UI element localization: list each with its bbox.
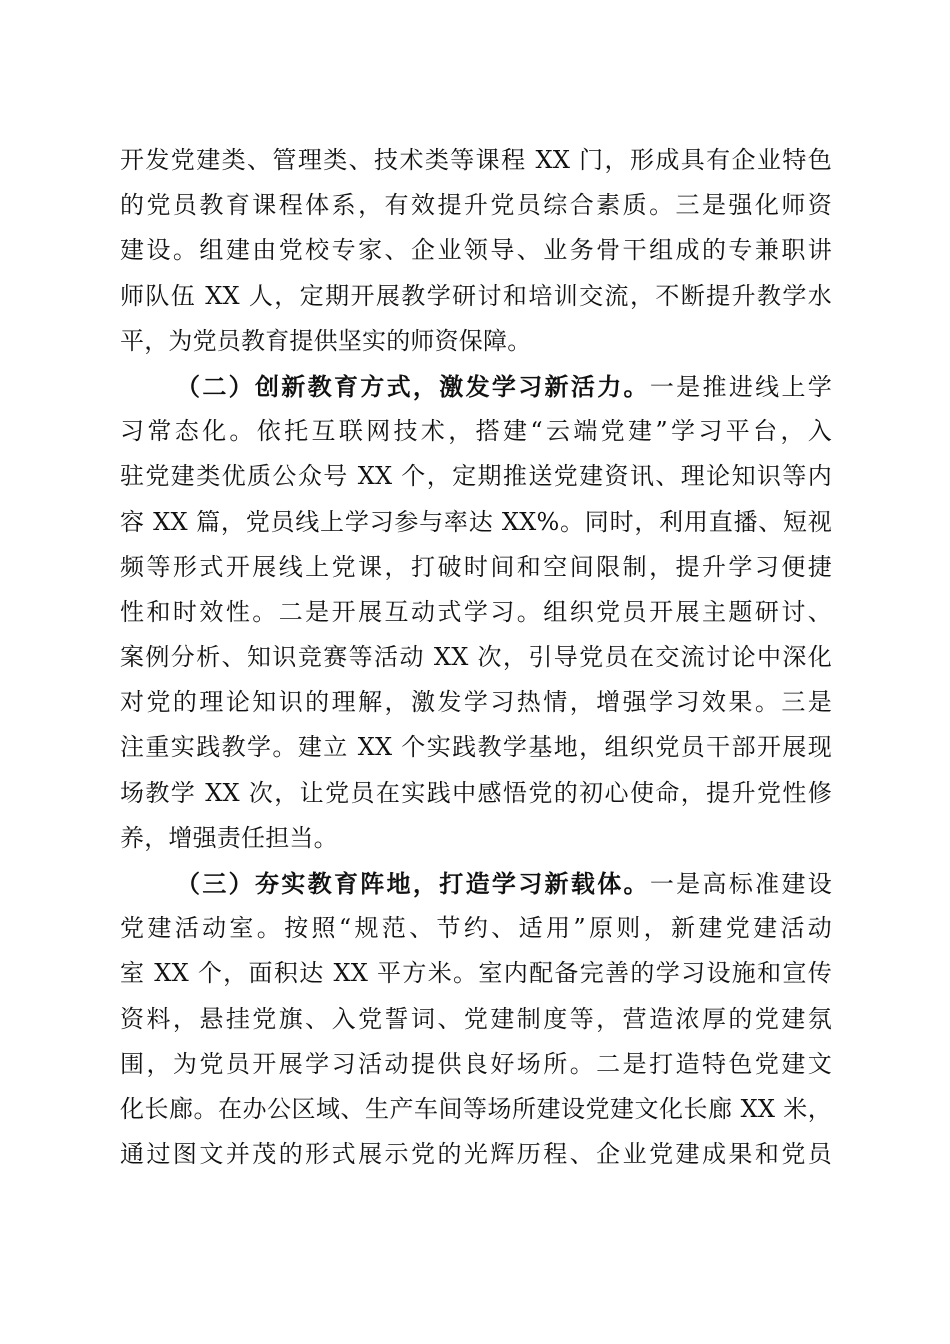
line-text: 资料，悬挂党旗、入党誓词、党建制度等，营造浓厚的党建氛: [120, 1004, 832, 1033]
line-text: 室 XX 个，面积达 XX 平方米。室内配备完善的学习设施和宣传: [120, 959, 832, 988]
line-text: 频等形式开展线上党课，打破时间和空间限制，提升学习便捷: [120, 552, 832, 581]
line-text: 师队伍 XX 人，定期开展教学研讨和培训交流，不断提升教学水: [120, 281, 832, 310]
text-line: [120, 500, 832, 545]
line-text: 习常态化。依托互联网技术，搭建“云端党建”学习平台，入: [120, 417, 832, 446]
text-line: [120, 1132, 832, 1177]
line-text: 平，为党员教育提供坚实的师资保障。: [120, 326, 532, 355]
text-line: [120, 861, 832, 906]
line-text: 养，增强责任担当。: [120, 823, 338, 852]
text-line: [120, 680, 832, 725]
text-line: [120, 409, 832, 454]
text-line: [120, 228, 832, 273]
line-text: 一是高标准建设: [649, 870, 832, 898]
line-text: 场教学 XX 次，让党员在实践中感悟党的初心使命，提升党性修: [120, 778, 832, 807]
section-heading: （三）夯实教育阵地，打造学习新载体。: [176, 869, 650, 898]
body-text: [120, 138, 832, 1177]
text-line: [120, 1042, 832, 1087]
text-line: [120, 1087, 832, 1132]
line-text: 党建活动室。按照“规范、节约、适用”原则，新建党建活动: [120, 914, 832, 943]
line-text: 驻党建类优质公众号 XX 个，定期推送党建资讯、理论知识等内: [120, 462, 832, 491]
line-text: 的党员教育课程体系，有效提升党员综合素质。三是强化师资: [120, 191, 832, 220]
text-line: [120, 319, 832, 364]
text-line: [120, 906, 832, 951]
text-line: [120, 454, 832, 499]
line-text: 容 XX 篇，党员线上学习参与率达 XX%。同时，利用直播、短视: [120, 507, 832, 536]
text-line: [120, 590, 832, 635]
text-line: [120, 183, 832, 228]
text-line: [120, 951, 832, 996]
text-line: [120, 364, 832, 409]
line-text: 开发党建类、管理类、技术类等课程 XX 门，形成具有企业特色: [120, 146, 832, 174]
line-text: 围，为党员开展学习活动提供良好场所。二是打造特色党建文: [120, 1049, 832, 1078]
line-text: 化长廊。在办公区域、生产车间等场所建设党建文化长廊 XX 米，: [120, 1094, 832, 1123]
text-line: [120, 771, 832, 816]
line-text: 对党的理论知识的理解，激发学习热情，增强学习效果。三是: [120, 688, 832, 717]
line-text: 建设。组建由党校专家、企业领导、业务骨干组成的专兼职讲: [120, 236, 832, 265]
section-heading: （二）创新教育方式，激发学习新活力。: [176, 371, 650, 401]
text-line: [120, 274, 832, 319]
line-text: 一是推进线上学: [649, 372, 832, 401]
text-line: [120, 635, 832, 680]
text-line: [120, 997, 832, 1042]
text-line: [120, 725, 832, 770]
line-text: 通过图文并茂的形式展示党的光辉历程、企业党建成果和党员: [120, 1140, 832, 1169]
line-text: 案例分析、知识竞赛等活动 XX 次，引导党员在交流讨论中深化: [120, 643, 832, 672]
line-text: 性和时效性。二是开展互动式学习。组织党员开展主题研讨、: [120, 597, 832, 626]
text-line: [120, 138, 832, 183]
text-line: [120, 816, 832, 861]
line-text: 注重实践教学。建立 XX 个实践教学基地，组织党员干部开展现: [120, 733, 832, 762]
text-line: [120, 545, 832, 590]
